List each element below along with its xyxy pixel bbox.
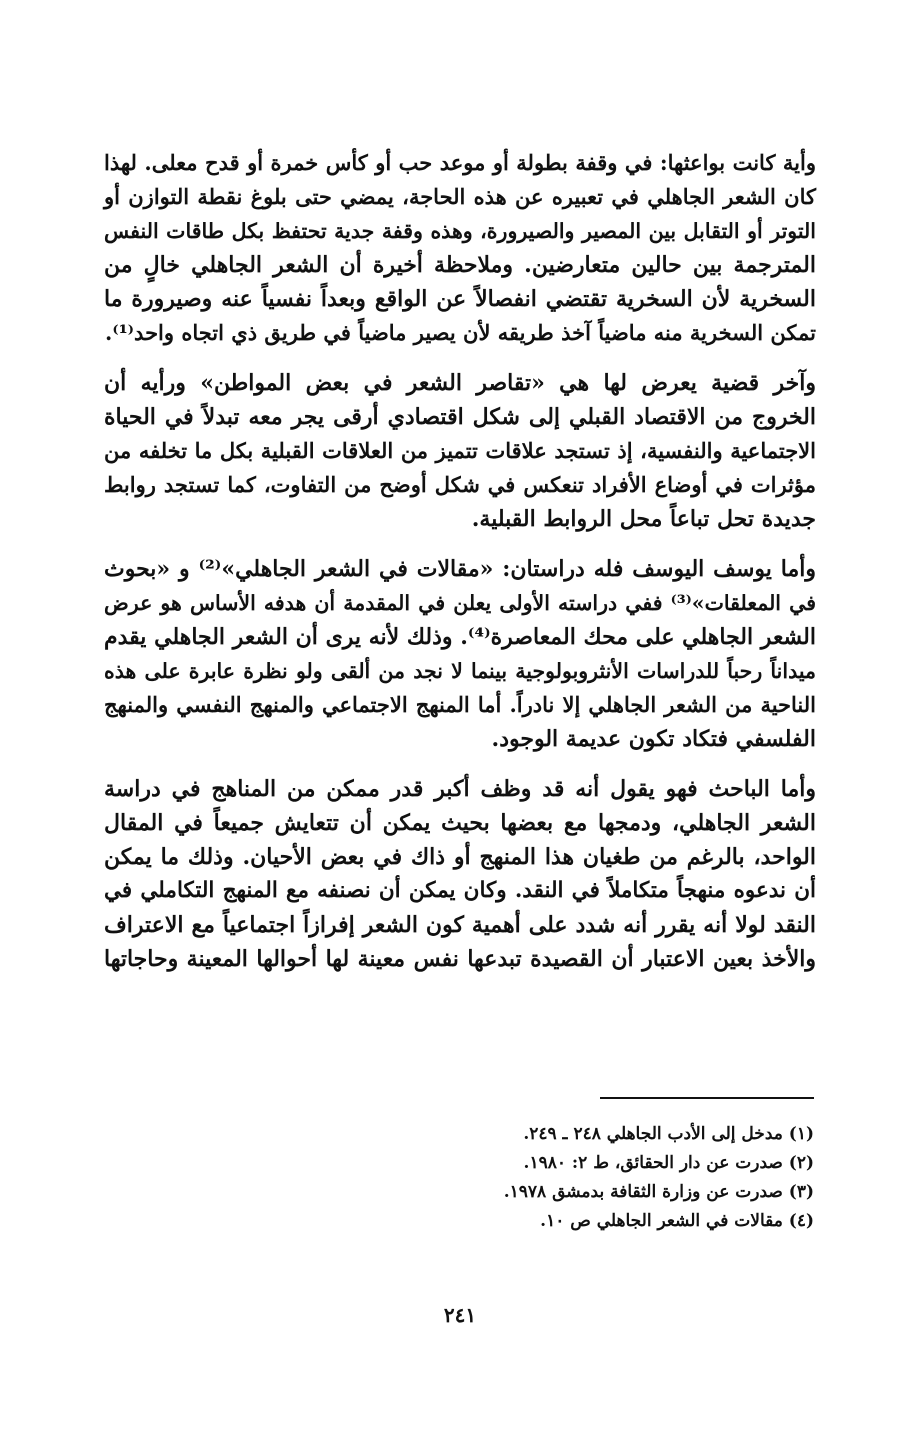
text-line: كان الشعر الجاهلي في تعبيره عن هذه الحاجة، يمضي حتى بلوغ نقطة التوازن أو	[104, 184, 816, 209]
text-line: المترجمة بين حالين متعارضين. وملاحظة أخيرة أن الشعر الجاهلي خالٍ من	[104, 252, 816, 278]
footnotes	[430, 1120, 814, 1236]
footnote-1: (١) مدخل إلى الأدب الجاهلي ٢٤٨ ـ ٢٤٩.	[523, 1124, 814, 1144]
text-line: تمكن السخرية منه ماضياً آخذ طريقه لأن يصير ماضياً في طريق ذي اتجاه واحد⁽¹⁾.	[105, 320, 816, 345]
text-line: السخرية لأن السخرية تقتضي انفصالاً عن الواقع وبعداً نفسياً عنه وصيرورة ما	[104, 286, 816, 312]
footnote-separator	[600, 1097, 814, 1099]
body-text	[104, 146, 816, 992]
text-line: جديدة تحل تباعاً محل الروابط القبلية.	[471, 506, 816, 532]
text-line: الفلسفي فتكاد تكون عديمة الوجود.	[491, 726, 816, 752]
paragraph-2	[104, 366, 816, 536]
paragraph-4	[104, 772, 816, 976]
paragraph-1	[104, 146, 816, 350]
text-line: الخروج من الاقتصاد القبلي إلى شكل اقتصادي أرقى يجر معه تبدلاً في الحياة	[104, 404, 816, 430]
footnote-4: (٤) مقالات في الشعر الجاهلي ص ١٠.	[540, 1211, 814, 1231]
text-line: وأية كانت بواعثها: في وقفة بطولة أو موعد حب أو كأس خمرة أو قدح معلى. لهذا	[104, 150, 816, 175]
text-line: في المعلقات»⁽³⁾ ففي دراسته الأولى يعلن في المقدمة أن هدفه الأساس هو عرض	[104, 591, 817, 615]
text-line: والأخذ بعين الاعتبار أن القصيدة تبدعها نفس معينة لها أحوالها المعينة وحاجاتها	[104, 946, 816, 972]
text-line: أن ندعوه منهجاً متكاملاً في النقد. وكان يمكن أن نصنفه مع المنهج التكاملي في	[104, 878, 816, 903]
text-line: التوتر أو التقابل بين المصير والصيرورة، وهذه وقفة جدية تحتفظ بكل طاقات النفس	[104, 219, 816, 243]
text-line: الناحية من الشعر الجاهلي إلا نادراً. أما المنهج الاجتماعي والمنهج النفسي والمنهج	[104, 692, 816, 717]
text-line: الشعر الجاهلي، ودمجها مع بعضها بحيث يمكن أن تتعايش جميعاً في المقال	[104, 810, 816, 836]
text-line: الاجتماعية والنفسية، إذ تستجد علاقات تتميز من العلاقات القبلية بكل ما تخلفه من	[104, 438, 816, 463]
text-line: الواحد، بالرغم من طغيان هذا المنهج أو ذاك في بعض الأحيان. وذلك ما يمكن	[104, 844, 816, 870]
page-number: ٢٤١	[443, 1303, 477, 1327]
text-line: وآخر قضية يعرض لها هي «تقاصر الشعر في بعض المواطن» ورأيه أن	[104, 370, 816, 396]
text-line: ميداناً رحباً للدراسات الأنثروبولوجية بينما لا نجد من ألقى ولو نظرة عابرة على هذه	[104, 659, 816, 683]
text-line: الشعر الجاهلي على محك المعاصرة⁽⁴⁾. وذلك لأنه يرى أن الشعر الجاهلي يقدم	[104, 624, 816, 650]
paragraph-3	[104, 552, 816, 756]
text-line: وأما الباحث فهو يقول أنه قد وظف أكبر قدر ممكن من المناهج في دراسة	[104, 776, 816, 802]
text-line: مؤثرات في أوضاع الأفراد تنعكس في شكل أوضح من التفاوت، كما تستجد روابط	[104, 472, 816, 497]
text-line: وأما يوسف اليوسف فله دراستان: «مقالات في الشعر الجاهلي»⁽²⁾ و «بحوث	[104, 556, 816, 582]
footnote-2: (٢) صدرت عن دار الحقائق، ط ٢: ١٩٨٠.	[523, 1153, 814, 1173]
text-line: النقد لولا أنه يقرر أنه شدد على أهمية كون الشعر إفرازاً اجتماعياً مع الاعتراف	[104, 912, 816, 938]
footnote-3: (٣) صدرت عن وزارة الثقافة بدمشق ١٩٧٨.	[503, 1182, 814, 1202]
